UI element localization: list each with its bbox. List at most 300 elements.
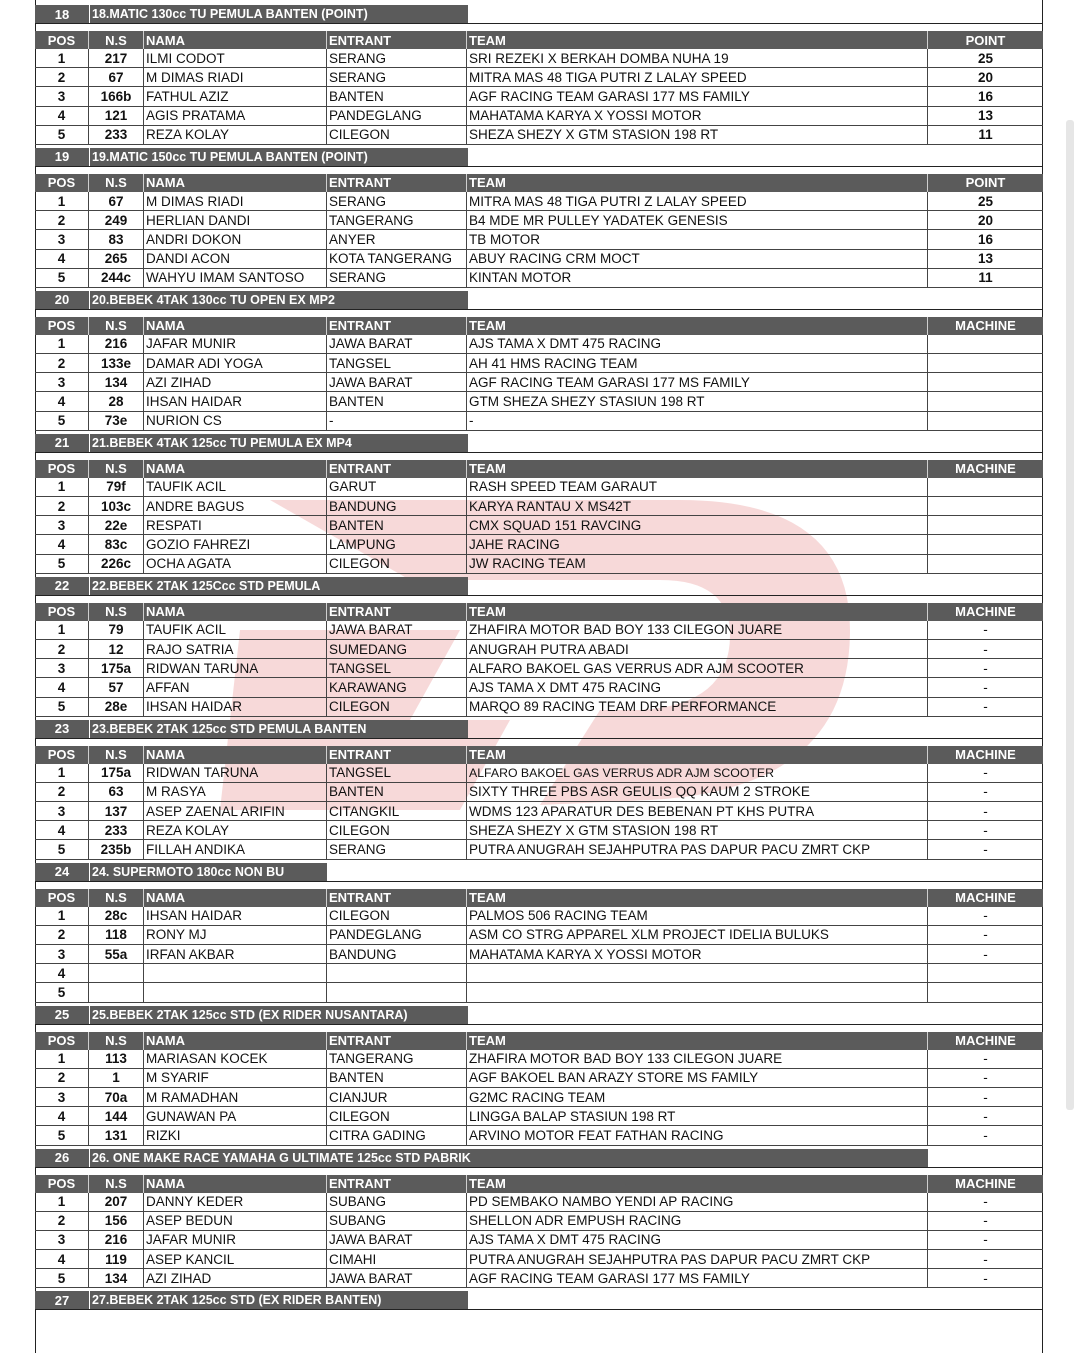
section-title-row [35, 577, 1043, 596]
cell-ns [89, 983, 144, 1001]
race-section-27 [35, 1291, 1043, 1310]
section-gap [35, 1168, 1043, 1175]
cell-entrant: BANTEN [327, 87, 467, 105]
cell-team: SIXTY THREE PBS ASR GEULIS QQ KAUM 2 STROKE [467, 783, 928, 801]
race-section-25 [35, 1006, 1043, 1149]
header-machine: MACHINE [955, 604, 1016, 620]
cell-entrant: PANDEGLANG [327, 926, 467, 944]
cell-ns: 57 [89, 678, 144, 696]
cell-pos: 2 [35, 1069, 89, 1087]
cell-nama: GUNAWAN PA [144, 1107, 327, 1125]
table-header-row [35, 1032, 1043, 1050]
cell-machine: - [983, 908, 988, 924]
header-pos: POS [35, 889, 89, 907]
cell-team: WDMS 123 APARATUR DES BEBENAN PT KHS PUTRA [467, 802, 928, 820]
table-row [35, 230, 1043, 249]
cell-nama: DANNY KEDER [144, 1193, 327, 1211]
cell-machine [928, 497, 1043, 515]
header-entrant: ENTRANT [327, 31, 467, 49]
cell-nama: ILMI CODOT [144, 49, 327, 67]
cell-team: SHEZA SHEZY X GTM STASION 198 RT [467, 126, 928, 144]
cell-nama: IRFAN AKBAR [144, 945, 327, 963]
cell-nama: JAFAR MUNIR [144, 1231, 327, 1249]
cell-nama: M DIMAS RIADI [144, 192, 327, 210]
cell-point: 11 [978, 270, 993, 286]
race-section-20 [35, 291, 1043, 434]
cell-pos: 4 [35, 107, 89, 125]
cell-point: 20 [977, 212, 994, 228]
cell-team: ALFARO BAKOEL GAS VERRUS ADR AJM SCOOTER [467, 764, 928, 782]
cell-pos: 3 [35, 1231, 89, 1249]
cell-ns: 166b [89, 87, 144, 105]
cell-pos: 1 [35, 1050, 89, 1068]
cell-machine: - [983, 1108, 988, 1124]
header-machine: MACHINE [955, 461, 1016, 477]
cell-ns: 67 [89, 68, 144, 86]
cell-pos: 2 [35, 68, 89, 86]
cell-point: 13 [977, 251, 994, 267]
header-entrant: ENTRANT [327, 317, 467, 335]
cell-team: ANUGRAH PUTRA ABADI [467, 640, 928, 658]
cell-entrant: SERANG [327, 192, 467, 210]
cell-pos: 1 [35, 335, 89, 353]
header-point: POINT [965, 32, 1006, 48]
cell-pos: 1 [35, 621, 89, 639]
cell-team: AGF RACING TEAM GARASI 177 MS FAMILY [467, 1269, 928, 1287]
cell-ns: 144 [89, 1107, 144, 1125]
cell-ns: 235b [89, 840, 144, 858]
header-team: TEAM [467, 1175, 928, 1193]
cell-ns: 226c [89, 555, 144, 573]
table-row [35, 1069, 1043, 1088]
cell-nama: NURION CS [144, 412, 327, 430]
table-row [35, 192, 1043, 211]
cell-nama: RAJO SATRIA [144, 640, 327, 658]
table-row [35, 68, 1043, 87]
cell-ns: 137 [89, 802, 144, 820]
section-title-row [35, 1006, 1043, 1025]
cell-entrant: JAWA BARAT [327, 335, 467, 353]
cell-pos: 1 [35, 49, 89, 67]
cell-machine [928, 412, 1043, 430]
cell-entrant: ANYER [327, 230, 467, 248]
section-title: 23.BEBEK 2TAK 125cc STD PEMULA BANTEN [90, 720, 468, 738]
cell-nama: IHSAN HAIDAR [144, 392, 327, 410]
cell-entrant: TANGERANG [327, 211, 467, 229]
cell-ns: 28 [89, 392, 144, 410]
cell-machine [928, 335, 1043, 353]
cell-ns: 233 [89, 821, 144, 839]
header-pos: POS [35, 174, 89, 192]
cell-nama: ASEP KANCIL [144, 1250, 327, 1268]
table-row [35, 926, 1043, 945]
table-row [35, 555, 1043, 574]
table-row [35, 1231, 1043, 1250]
table-row [35, 478, 1043, 497]
table-row [35, 516, 1043, 535]
cell-pos: 4 [35, 1250, 89, 1268]
section-title-row [35, 148, 1043, 167]
cell-team: GTM SHEZA SHEZY STASIUN 198 RT [467, 392, 928, 410]
cell-machine: - [983, 1270, 988, 1286]
cell-ns: 207 [89, 1193, 144, 1211]
table-row [35, 1250, 1043, 1269]
cell-pos: 5 [35, 412, 89, 430]
cell-team: - [467, 412, 928, 430]
header-entrant: ENTRANT [327, 746, 467, 764]
section-title: 27.BEBEK 2TAK 125cc STD (EX RIDER BANTEN) [90, 1291, 468, 1309]
header-ns: N.S [89, 1032, 144, 1050]
table-row [35, 412, 1043, 431]
cell-pos: 3 [35, 802, 89, 820]
section-number: 27 [35, 1291, 90, 1309]
table-row [35, 49, 1043, 68]
cell-entrant: JAWA BARAT [327, 1269, 467, 1287]
cell-ns: 156 [89, 1212, 144, 1230]
cell-pos: 1 [35, 192, 89, 210]
cell-point: 16 [977, 231, 994, 247]
cell-machine: - [983, 1194, 988, 1210]
section-title-row [35, 5, 1043, 24]
cell-team: PALMOS 506 RACING TEAM [467, 907, 928, 925]
section-gap [35, 310, 1043, 317]
cell-machine [928, 516, 1043, 534]
section-title: 24. SUPERMOTO 180cc NON BU [90, 863, 327, 881]
cell-ns: 28e [89, 698, 144, 716]
cell-team: TB MOTOR [467, 230, 928, 248]
section-number: 21 [35, 434, 90, 452]
cell-team: SHEZA SHEZY X GTM STASION 198 RT [467, 821, 928, 839]
section-title: 26. ONE MAKE RACE YAMAHA G ULTIMATE 125cc STD PABRIK [90, 1149, 928, 1167]
cell-entrant: SERANG [327, 269, 467, 287]
cell-team: ABUY RACING CRM MOCT [467, 250, 928, 268]
cell-nama: OCHA AGATA [144, 555, 327, 573]
cell-pos: 4 [35, 964, 89, 982]
cell-pos: 5 [35, 555, 89, 573]
section-title-row [35, 1149, 1043, 1168]
table-row [35, 1212, 1043, 1231]
cell-nama: ASEP ZAENAL ARIFIN [144, 802, 327, 820]
table-row [35, 983, 1043, 1002]
table-row [35, 126, 1043, 145]
cell-entrant: KARAWANG [327, 678, 467, 696]
table-header-row [35, 1175, 1043, 1193]
table-row [35, 659, 1043, 678]
cell-entrant: KOTA TANGERANG [327, 250, 467, 268]
cell-pos: 3 [35, 1088, 89, 1106]
cell-team [467, 983, 928, 1001]
cell-team: MITRA MAS 48 TIGA PUTRI Z LALAY SPEED [467, 68, 928, 86]
section-title-row [35, 1291, 1043, 1310]
cell-ns: 175a [89, 659, 144, 677]
section-title: 18.MATIC 130cc TU PEMULA BANTEN (POINT) [90, 5, 468, 23]
cell-nama: JAFAR MUNIR [144, 335, 327, 353]
header-team: TEAM [467, 889, 928, 907]
cell-nama: HERLIAN DANDI [144, 211, 327, 229]
cell-point: 16 [977, 88, 994, 104]
cell-machine: - [983, 927, 988, 943]
cell-pos: 4 [35, 678, 89, 696]
cell-pos: 5 [35, 269, 89, 287]
table-row [35, 964, 1043, 983]
cell-entrant: BANTEN [327, 783, 467, 801]
header-team: TEAM [467, 603, 928, 621]
cell-nama: M RASYA [144, 783, 327, 801]
cell-entrant: TANGSEL [327, 354, 467, 372]
cell-entrant: CILEGON [327, 821, 467, 839]
table-row [35, 269, 1043, 288]
cell-nama [144, 983, 327, 1001]
cell-pos: 3 [35, 230, 89, 248]
section-number: 20 [35, 291, 90, 309]
section-title-row [35, 863, 1043, 882]
cell-machine: - [983, 784, 988, 800]
cell-nama: WAHYU IMAM SANTOSO [144, 269, 327, 287]
cell-nama: RESPATI [144, 516, 327, 534]
cell-ns: 113 [89, 1050, 144, 1068]
cell-pos: 5 [35, 983, 89, 1001]
cell-ns: 175a [89, 764, 144, 782]
header-pos: POS [35, 1175, 89, 1193]
cell-ns: 103c [89, 497, 144, 515]
header-pos: POS [35, 317, 89, 335]
header-machine: MACHINE [955, 747, 1016, 763]
cell-pos: 1 [35, 764, 89, 782]
cell-ns: 83 [89, 230, 144, 248]
header-entrant: ENTRANT [327, 889, 467, 907]
cell-team: AH 41 HMS RACING TEAM [467, 354, 928, 372]
cell-entrant: SERANG [327, 49, 467, 67]
cell-entrant: BANTEN [327, 516, 467, 534]
cell-nama: TAUFIK ACIL [144, 478, 327, 496]
table-row [35, 373, 1043, 392]
section-gap [35, 453, 1043, 460]
cell-entrant: JAWA BARAT [327, 621, 467, 639]
race-section-24 [35, 863, 1043, 1006]
header-machine: MACHINE [955, 318, 1016, 334]
cell-pos: 4 [35, 821, 89, 839]
header-nama: NAMA [144, 460, 327, 478]
cell-team: AJS TAMA X DMT 475 RACING [467, 678, 928, 696]
cell-machine: - [983, 946, 988, 962]
cell-entrant: GARUT [327, 478, 467, 496]
section-number: 18 [35, 5, 90, 23]
cell-team [467, 964, 928, 982]
cell-entrant: CIMAHI [327, 1250, 467, 1268]
cell-ns: 119 [89, 1250, 144, 1268]
cell-entrant: BANDUNG [327, 497, 467, 515]
cell-machine [928, 478, 1043, 496]
cell-pos: 4 [35, 1107, 89, 1125]
cell-nama: FATHUL AZIZ [144, 87, 327, 105]
table-row [35, 821, 1043, 840]
cell-entrant: SUBANG [327, 1193, 467, 1211]
cell-ns: 22e [89, 516, 144, 534]
cell-ns: 217 [89, 49, 144, 67]
header-pos: POS [35, 31, 89, 49]
section-number: 25 [35, 1006, 90, 1024]
cell-nama: DANDI ACON [144, 250, 327, 268]
section-number: 23 [35, 720, 90, 738]
cell-entrant: CILEGON [327, 698, 467, 716]
cell-point: 25 [977, 50, 994, 66]
cell-nama: AZI ZIHAD [144, 373, 327, 391]
header-machine: MACHINE [955, 1176, 1016, 1191]
header-entrant: ENTRANT [327, 603, 467, 621]
cell-entrant: CILEGON [327, 126, 467, 144]
section-number: 26 [35, 1149, 90, 1167]
cell-ns: 55a [89, 945, 144, 963]
cell-nama: ASEP BEDUN [144, 1212, 327, 1230]
cell-ns: 12 [89, 640, 144, 658]
table-row [35, 802, 1043, 821]
cell-team: G2MC RACING TEAM [467, 1088, 928, 1106]
cell-nama: M SYARIF [144, 1069, 327, 1087]
header-team: TEAM [467, 31, 928, 49]
cell-team: ALFARO BAKOEL GAS VERRUS ADR AJM SCOOTER [467, 659, 928, 677]
header-nama: NAMA [144, 746, 327, 764]
cell-pos: 5 [35, 126, 89, 144]
cell-ns: 83c [89, 535, 144, 553]
cell-ns: 216 [89, 1231, 144, 1249]
cell-pos: 4 [35, 250, 89, 268]
section-gap [35, 24, 1043, 31]
cell-nama: MARIASAN KOCEK [144, 1050, 327, 1068]
race-section-23 [35, 720, 1043, 863]
section-title: 19.MATIC 150cc TU PEMULA BANTEN (POINT) [90, 148, 468, 166]
cell-ns: 249 [89, 211, 144, 229]
section-gap [35, 1025, 1043, 1032]
cell-entrant: TANGERANG [327, 1050, 467, 1068]
header-pos: POS [35, 746, 89, 764]
cell-pos: 2 [35, 640, 89, 658]
cell-team: PD SEMBAKO NAMBO YENDI AP RACING [467, 1193, 928, 1211]
cell-ns: 118 [89, 926, 144, 944]
header-entrant: ENTRANT [327, 1032, 467, 1050]
header-pos: POS [35, 460, 89, 478]
cell-team: B4 MDE MR PULLEY YADATEK GENESIS [467, 211, 928, 229]
table-row [35, 621, 1043, 640]
header-nama: NAMA [144, 889, 327, 907]
cell-entrant: SUMEDANG [327, 640, 467, 658]
cell-team: PUTRA ANUGRAH SEJAHPUTRA PAS DAPUR PACU ZMRT CKP [467, 1250, 928, 1268]
cell-ns: 67 [89, 192, 144, 210]
cell-point: 20 [977, 69, 994, 85]
header-ns: N.S [89, 317, 144, 335]
header-ns: N.S [89, 174, 144, 192]
cell-ns: 134 [89, 373, 144, 391]
cell-nama [144, 964, 327, 982]
table-row [35, 945, 1043, 964]
cell-nama: DAMAR ADI YOGA [144, 354, 327, 372]
cell-team: KARYA RANTAU X MS42T [467, 497, 928, 515]
cell-ns: 28c [89, 907, 144, 925]
table-row [35, 250, 1043, 269]
cell-machine: - [983, 822, 988, 838]
header-nama: NAMA [144, 317, 327, 335]
cell-team: ASM CO STRG APPAREL XLM PROJECT IDELIA BULUKS [467, 926, 928, 944]
cell-team: LINGGA BALAP STASIUN 198 RT [467, 1107, 928, 1125]
cell-nama: IHSAN HAIDAR [144, 698, 327, 716]
cell-team: SRI REZEKI X BERKAH DOMBA NUHA 19 [467, 49, 928, 67]
cell-machine: - [983, 1232, 988, 1248]
cell-nama: FILLAH ANDIKA [144, 840, 327, 858]
cell-ns: 133e [89, 354, 144, 372]
header-team: TEAM [467, 317, 928, 335]
header-ns: N.S [89, 746, 144, 764]
cell-pos: 2 [35, 211, 89, 229]
cell-pos: 1 [35, 478, 89, 496]
table-row [35, 335, 1043, 354]
cell-nama: RIDWAN TARUNA [144, 659, 327, 677]
cell-point: 25 [977, 193, 994, 209]
cell-nama: M DIMAS RIADI [144, 68, 327, 86]
cell-ns: 79f [89, 478, 144, 496]
cell-team: JAHE RACING [467, 535, 928, 553]
table-row [35, 1193, 1043, 1212]
header-entrant: ENTRANT [327, 1175, 467, 1193]
table-row [35, 87, 1043, 106]
section-number: 22 [35, 577, 90, 595]
table-row [35, 783, 1043, 802]
cell-machine: - [983, 765, 988, 781]
cell-entrant: LAMPUNG [327, 535, 467, 553]
section-title: 20.BEBEK 4TAK 130cc TU OPEN EX MP2 [90, 291, 468, 309]
cell-pos: 3 [35, 945, 89, 963]
header-nama: NAMA [144, 1175, 327, 1193]
header-ns: N.S [89, 31, 144, 49]
header-team: TEAM [467, 174, 928, 192]
table-row [35, 392, 1043, 411]
cell-machine: - [983, 842, 988, 858]
cell-pos: 3 [35, 87, 89, 105]
cell-machine: - [983, 641, 988, 657]
cell-pos: 1 [35, 907, 89, 925]
cell-team: ZHAFIRA MOTOR BAD BOY 133 CILEGON JUARE [467, 621, 928, 639]
cell-entrant: BANTEN [327, 392, 467, 410]
cell-entrant: CILEGON [327, 555, 467, 573]
cell-pos: 2 [35, 354, 89, 372]
cell-point: 13 [977, 108, 994, 124]
cell-entrant: CILEGON [327, 907, 467, 925]
table-row [35, 211, 1043, 230]
cell-nama: IHSAN HAIDAR [144, 907, 327, 925]
section-number: 19 [35, 148, 90, 166]
cell-machine: - [983, 1089, 988, 1105]
cell-team: MARQO 89 RACING TEAM DRF PERFORMANCE [467, 698, 928, 716]
cell-nama: RIZKI [144, 1126, 327, 1144]
header-point: POINT [965, 175, 1006, 191]
cell-ns: 1 [89, 1069, 144, 1087]
cell-ns: 216 [89, 335, 144, 353]
cell-nama: TAUFIK ACIL [144, 621, 327, 639]
results-sheet [35, 5, 1043, 1310]
table-header-row [35, 746, 1043, 764]
cell-machine: - [983, 1213, 988, 1229]
table-row [35, 1050, 1043, 1069]
cell-ns: 63 [89, 783, 144, 801]
section-title-row [35, 720, 1043, 739]
cell-point: 11 [978, 127, 993, 143]
cell-pos: 5 [35, 698, 89, 716]
table-row [35, 1107, 1043, 1126]
header-ns: N.S [89, 460, 144, 478]
cell-ns: 79 [89, 621, 144, 639]
cell-team: ZHAFIRA MOTOR BAD BOY 133 CILEGON JUARE [467, 1050, 928, 1068]
cell-team: ARVINO MOTOR FEAT FATHAN RACING [467, 1126, 928, 1144]
cell-entrant: CITANGKIL [327, 802, 467, 820]
table-row [35, 764, 1043, 783]
